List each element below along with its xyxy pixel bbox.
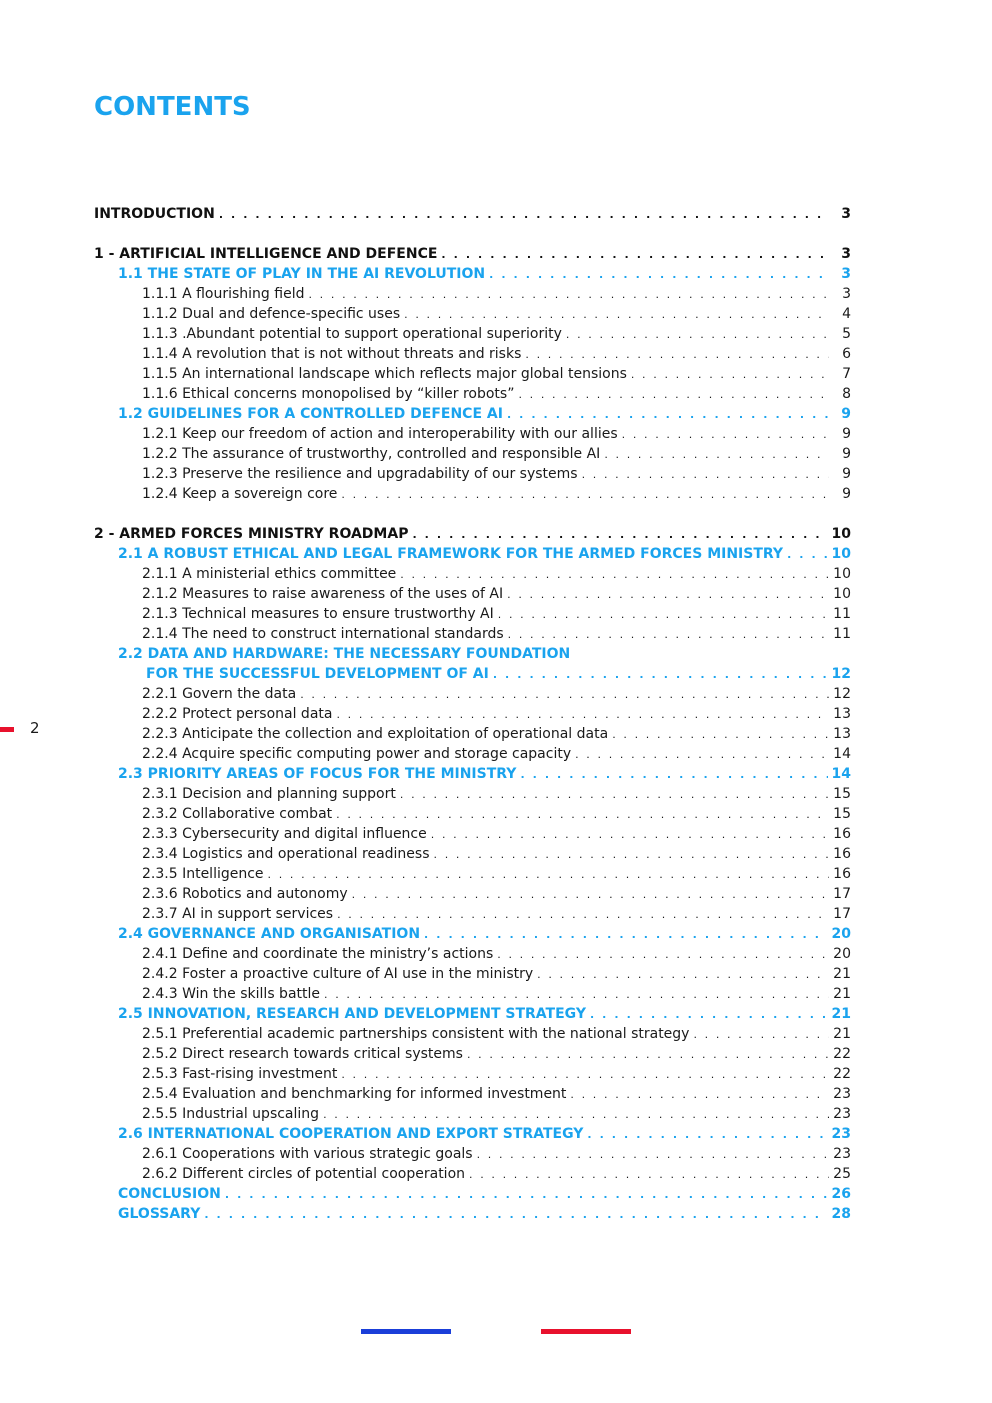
- toc-entry-page: 16: [833, 846, 851, 862]
- toc-entry-label: 1.2.1 Keep our freedom of action and interoperability with our allies: [142, 426, 618, 442]
- dot-leader: [566, 325, 829, 345]
- toc-entry-label: 2.3.7 AI in support services: [142, 906, 334, 922]
- toc-entry-label: 1.1 THE STATE OF PLAY IN THE AI REVOLUTION: [118, 266, 486, 282]
- toc-entry-label: 1.2 GUIDELINES FOR A CONTROLLED DEFENCE AI: [118, 406, 503, 422]
- toc-entry-page: 13: [833, 726, 851, 742]
- toc-entry-label: 2.1.1 A ministerial ethics committee: [142, 566, 397, 582]
- toc-subentry[interactable]: [142, 484, 851, 504]
- dot-leader: [352, 885, 829, 905]
- toc-entry-label: INTRODUCTION: [94, 206, 215, 222]
- toc-entry-label: 2.5 INNOVATION, RESEARCH AND DEVELOPMENT STRATEGY: [118, 1006, 586, 1022]
- toc-entry-page: 17: [833, 886, 851, 902]
- toc-subentry[interactable]: [142, 884, 851, 904]
- toc-entry-page: 23: [833, 1146, 851, 1162]
- toc-chapter[interactable]: [94, 244, 851, 264]
- toc-entry-label: 2.3.3 Cybersecurity and digital influence: [142, 826, 427, 842]
- toc-entry-page: 12: [833, 686, 851, 702]
- toc-entry-page: 8: [842, 386, 851, 402]
- toc-entry-label: FOR THE SUCCESSFUL DEVELOPMENT OF AI: [146, 666, 489, 682]
- dot-leader: [308, 285, 829, 305]
- toc-subentry[interactable]: [142, 904, 851, 924]
- dot-leader: [508, 625, 829, 645]
- toc-subentry[interactable]: [142, 784, 851, 804]
- toc-entry-page: 5: [842, 326, 851, 342]
- dot-leader: [337, 905, 829, 925]
- toc-entry-page: 3: [841, 246, 851, 262]
- toc-entry-label: 2.4.3 Win the skills battle: [142, 986, 321, 1002]
- toc-entry-label: 1.1.1 A flourishing field: [142, 286, 305, 302]
- toc-entry-page: 13: [833, 706, 851, 722]
- toc-entry-page: 10: [833, 586, 851, 602]
- toc-subentry[interactable]: [142, 1024, 851, 1044]
- toc-entry-label: 2.5.1 Preferential academic partnerships consistent with the national strategy: [142, 1026, 690, 1042]
- toc-subentry[interactable]: [142, 1144, 851, 1164]
- toc-entry-label: 2.2.3 Anticipate the collection and exploitation of operational data: [142, 726, 609, 742]
- toc-entry-page: 3: [841, 266, 851, 282]
- dot-leader: [507, 585, 829, 605]
- toc-subentry[interactable]: [142, 324, 851, 344]
- toc-entry-page: 9: [842, 446, 851, 462]
- toc-subentry[interactable]: [142, 804, 851, 824]
- dot-leader: [341, 1065, 829, 1085]
- toc-section[interactable]: [118, 1184, 851, 1204]
- toc-subentry[interactable]: [142, 624, 851, 644]
- toc-entry-page: 4: [842, 306, 851, 322]
- dot-leader: [441, 245, 829, 265]
- page-marker: [0, 727, 14, 732]
- toc-entry-label: 2.2.4 Acquire specific computing power and storage capacity: [142, 746, 572, 762]
- toc-section[interactable]: [118, 1124, 851, 1144]
- toc-entry-label: 2.2.1 Govern the data: [142, 686, 297, 702]
- toc-entry-label: 2.1 A ROBUST ETHICAL AND LEGAL FRAMEWORK FOR THE ARMED FORCES MINISTRY: [118, 546, 784, 562]
- toc-section[interactable]: [118, 924, 851, 944]
- toc-subentry[interactable]: [142, 564, 851, 584]
- dot-leader: [575, 745, 829, 765]
- toc-entry-label: 1.1.2 Dual and defence-specific uses: [142, 306, 401, 322]
- toc-entry-page: 12: [831, 666, 851, 682]
- toc-entry-label: 2.5.4 Evaluation and benchmarking for informed investment: [142, 1086, 567, 1102]
- dot-leader: [604, 445, 829, 465]
- toc-subentry[interactable]: [142, 1104, 851, 1124]
- toc-entry-label: 2.2.2 Protect personal data: [142, 706, 333, 722]
- toc-subentry[interactable]: [142, 864, 851, 884]
- dot-leader: [324, 985, 829, 1005]
- toc-entry-page: 23: [833, 1106, 851, 1122]
- toc-subentry[interactable]: [142, 964, 851, 984]
- toc-entry-page: 25: [833, 1166, 851, 1182]
- dot-leader: [493, 665, 828, 685]
- toc-entry-page: 20: [833, 946, 851, 962]
- toc-section[interactable]: [146, 664, 851, 684]
- dot-leader: [525, 345, 829, 365]
- dot-leader: [336, 805, 829, 825]
- toc-entry-label: 2.6.1 Cooperations with various strategic goals: [142, 1146, 473, 1162]
- toc-entry-label: 1.1.6 Ethical concerns monopolised by “killer robots”: [142, 386, 515, 402]
- toc-entry-page: 14: [833, 746, 851, 762]
- toc-entry-page: 11: [833, 626, 851, 642]
- toc-entry-page: 23: [833, 1086, 851, 1102]
- toc-entry-label: 2.1.4 The need to construct international standards: [142, 626, 504, 642]
- dot-leader: [336, 705, 829, 725]
- toc-subentry[interactable]: [142, 364, 851, 384]
- toc-section[interactable]: [118, 264, 851, 284]
- toc-subentry[interactable]: [142, 744, 851, 764]
- toc-subentry[interactable]: [142, 724, 851, 744]
- toc-subentry[interactable]: [142, 944, 851, 964]
- toc-entry-label: 1.2.3 Preserve the resilience and upgradability of our systems: [142, 466, 578, 482]
- dot-leader: [323, 1105, 829, 1125]
- dot-leader: [693, 1025, 829, 1045]
- dot-leader: [622, 425, 829, 445]
- dot-leader: [582, 465, 829, 485]
- toc-subentry[interactable]: [142, 424, 851, 444]
- toc-entry-page: 9: [842, 486, 851, 502]
- page-title: CONTENTS: [94, 92, 251, 122]
- toc-entry-label: 1.2.2 The assurance of trustworthy, controlled and responsible AI: [142, 446, 601, 462]
- toc-entry-page: 9: [841, 406, 851, 422]
- toc-entry-page: 21: [831, 1006, 851, 1022]
- toc-subentry[interactable]: [142, 304, 851, 324]
- toc-subentry[interactable]: [142, 1084, 851, 1104]
- toc-subentry[interactable]: [142, 284, 851, 304]
- toc-subentry[interactable]: [142, 444, 851, 464]
- dot-leader: [587, 1125, 827, 1145]
- toc-section[interactable]: [118, 1204, 851, 1224]
- toc-entry-label: 2.1.3 Technical measures to ensure trustworthy AI: [142, 606, 494, 622]
- dot-leader: [424, 925, 827, 945]
- toc-entry-label: 2.3.1 Decision and planning support: [142, 786, 396, 802]
- toc-entry-page: 21: [833, 966, 851, 982]
- toc-entry-page: 22: [833, 1046, 851, 1062]
- dot-leader: [537, 965, 829, 985]
- toc-entry-label: 2.6.2 Different circles of potential cooperation: [142, 1166, 466, 1182]
- toc-subentry[interactable]: [142, 684, 851, 704]
- toc-subentry[interactable]: [142, 344, 851, 364]
- toc-entry-label: 1.1.4 A revolution that is not without threats and risks: [142, 346, 522, 362]
- toc-entry-label: 1.2.4 Keep a sovereign core: [142, 486, 338, 502]
- dot-leader: [225, 1185, 828, 1205]
- dot-leader: [787, 545, 827, 565]
- toc-entry-page: 20: [831, 926, 851, 942]
- dot-leader: [497, 945, 829, 965]
- toc-section[interactable]: [118, 764, 851, 784]
- toc-entry-label: 2.3.5 Intelligence: [142, 866, 264, 882]
- dot-leader: [434, 845, 830, 865]
- toc-entry-page: 22: [833, 1066, 851, 1082]
- toc-subentry[interactable]: [142, 1164, 851, 1184]
- toc-entry-page: 10: [833, 566, 851, 582]
- dot-leader: [518, 385, 829, 405]
- toc-entry-page: 26: [831, 1186, 851, 1202]
- toc-entry-label: 2.5.2 Direct research towards critical systems: [142, 1046, 463, 1062]
- dot-leader: [467, 1045, 829, 1065]
- dot-leader: [300, 685, 829, 705]
- dot-leader: [570, 1085, 829, 1105]
- toc-entry-label: 2.5.3 Fast-rising investment: [142, 1066, 338, 1082]
- toc-section[interactable]: [118, 404, 851, 424]
- dot-leader: [489, 265, 829, 285]
- toc-entry-label: 2.2 DATA AND HARDWARE: THE NECESSARY FOUNDATION: [118, 646, 571, 662]
- toc-entry-page: 21: [833, 1026, 851, 1042]
- toc-section[interactable]: [118, 1004, 851, 1024]
- toc-entry-label: 2.6 INTERNATIONAL COOPERATION AND EXPORT STRATEGY: [118, 1126, 584, 1142]
- toc-entry-page: 15: [833, 806, 851, 822]
- dot-leader: [341, 485, 829, 505]
- dot-leader: [612, 725, 829, 745]
- dot-leader: [477, 1145, 829, 1165]
- toc-entry-page: 15: [833, 786, 851, 802]
- toc-entry-label: GLOSSARY: [118, 1206, 201, 1222]
- flag-red-bar: [541, 1329, 631, 1334]
- toc-subentry[interactable]: [142, 984, 851, 1004]
- dot-leader: [412, 525, 827, 545]
- toc-entry-label: 2.1.2 Measures to raise awareness of the uses of AI: [142, 586, 504, 602]
- toc-section[interactable]: [118, 644, 851, 664]
- dot-leader: [431, 825, 829, 845]
- toc-entry-page: 10: [831, 546, 851, 562]
- toc-entry-page: 3: [841, 206, 851, 222]
- toc-entry-label: 2.4.2 Foster a proactive culture of AI use in the ministry: [142, 966, 534, 982]
- page-number: 2: [30, 719, 40, 737]
- toc-chapter[interactable]: [94, 524, 851, 544]
- toc-entry-page: 16: [833, 826, 851, 842]
- toc-subentry[interactable]: [142, 464, 851, 484]
- toc-entry-label: 1 - ARTIFICIAL INTELLIGENCE AND DEFENCE: [94, 246, 438, 262]
- dot-leader: [400, 785, 829, 805]
- dot-leader: [469, 1165, 829, 1185]
- toc-entry-page: 7: [842, 366, 851, 382]
- toc-entry-page: 9: [842, 466, 851, 482]
- dot-leader: [404, 305, 829, 325]
- toc-entry-page: 21: [833, 986, 851, 1002]
- toc-entry-label: 2.3.6 Robotics and autonomy: [142, 886, 348, 902]
- toc-entry-label: 2.3.2 Collaborative combat: [142, 806, 333, 822]
- toc-subentry[interactable]: [142, 604, 851, 624]
- dot-leader: [204, 1205, 827, 1225]
- toc-subentry[interactable]: [142, 1044, 851, 1064]
- toc-subentry[interactable]: [142, 824, 851, 844]
- toc-entry-page: 17: [833, 906, 851, 922]
- toc-subentry[interactable]: [142, 844, 851, 864]
- dot-leader: [507, 405, 829, 425]
- dot-leader: [400, 565, 829, 585]
- toc-entry-page: 10: [831, 526, 851, 542]
- toc-entry-label: 2 - ARMED FORCES MINISTRY ROADMAP: [94, 526, 409, 542]
- toc-entry-label: 2.3.4 Logistics and operational readiness: [142, 846, 430, 862]
- toc-entry-label: 1.1.3 .Abundant potential to support operational superiority: [142, 326, 562, 342]
- toc-entry-label: 2.5.5 Industrial upscaling: [142, 1106, 320, 1122]
- toc-entry-page: 23: [831, 1126, 851, 1142]
- toc-subentry[interactable]: [142, 704, 851, 724]
- dot-leader: [268, 865, 829, 885]
- toc-entry-label: 1.1.5 An international landscape which reflects major global tensions: [142, 366, 627, 382]
- toc-entry-label: 2.3 PRIORITY AREAS OF FOCUS FOR THE MINISTRY: [118, 766, 517, 782]
- toc-entry-page: 16: [833, 866, 851, 882]
- dot-leader: [631, 365, 829, 385]
- toc-entry-page: 9: [842, 426, 851, 442]
- toc-subentry[interactable]: [142, 1064, 851, 1084]
- dot-leader: [520, 765, 827, 785]
- dot-leader: [219, 205, 829, 225]
- toc-entry-label: 2.4.1 Define and coordinate the ministry’s actions: [142, 946, 494, 962]
- toc-entry-page: 6: [842, 346, 851, 362]
- dot-leader: [498, 605, 829, 625]
- toc-section[interactable]: [118, 544, 851, 564]
- toc-entry-page: 11: [833, 606, 851, 622]
- toc-entry-label: CONCLUSION: [118, 1186, 221, 1202]
- toc-chapter[interactable]: [94, 204, 851, 224]
- flag-blue-bar: [361, 1329, 451, 1334]
- toc-entry-page: 28: [831, 1206, 851, 1222]
- toc-subentry[interactable]: [142, 384, 851, 404]
- dot-leader: [590, 1005, 828, 1025]
- toc-entry-page: 14: [831, 766, 851, 782]
- toc-entry-label: 2.4 GOVERNANCE AND ORGANISATION: [118, 926, 421, 942]
- toc-entry-page: 3: [842, 286, 851, 302]
- toc-subentry[interactable]: [142, 584, 851, 604]
